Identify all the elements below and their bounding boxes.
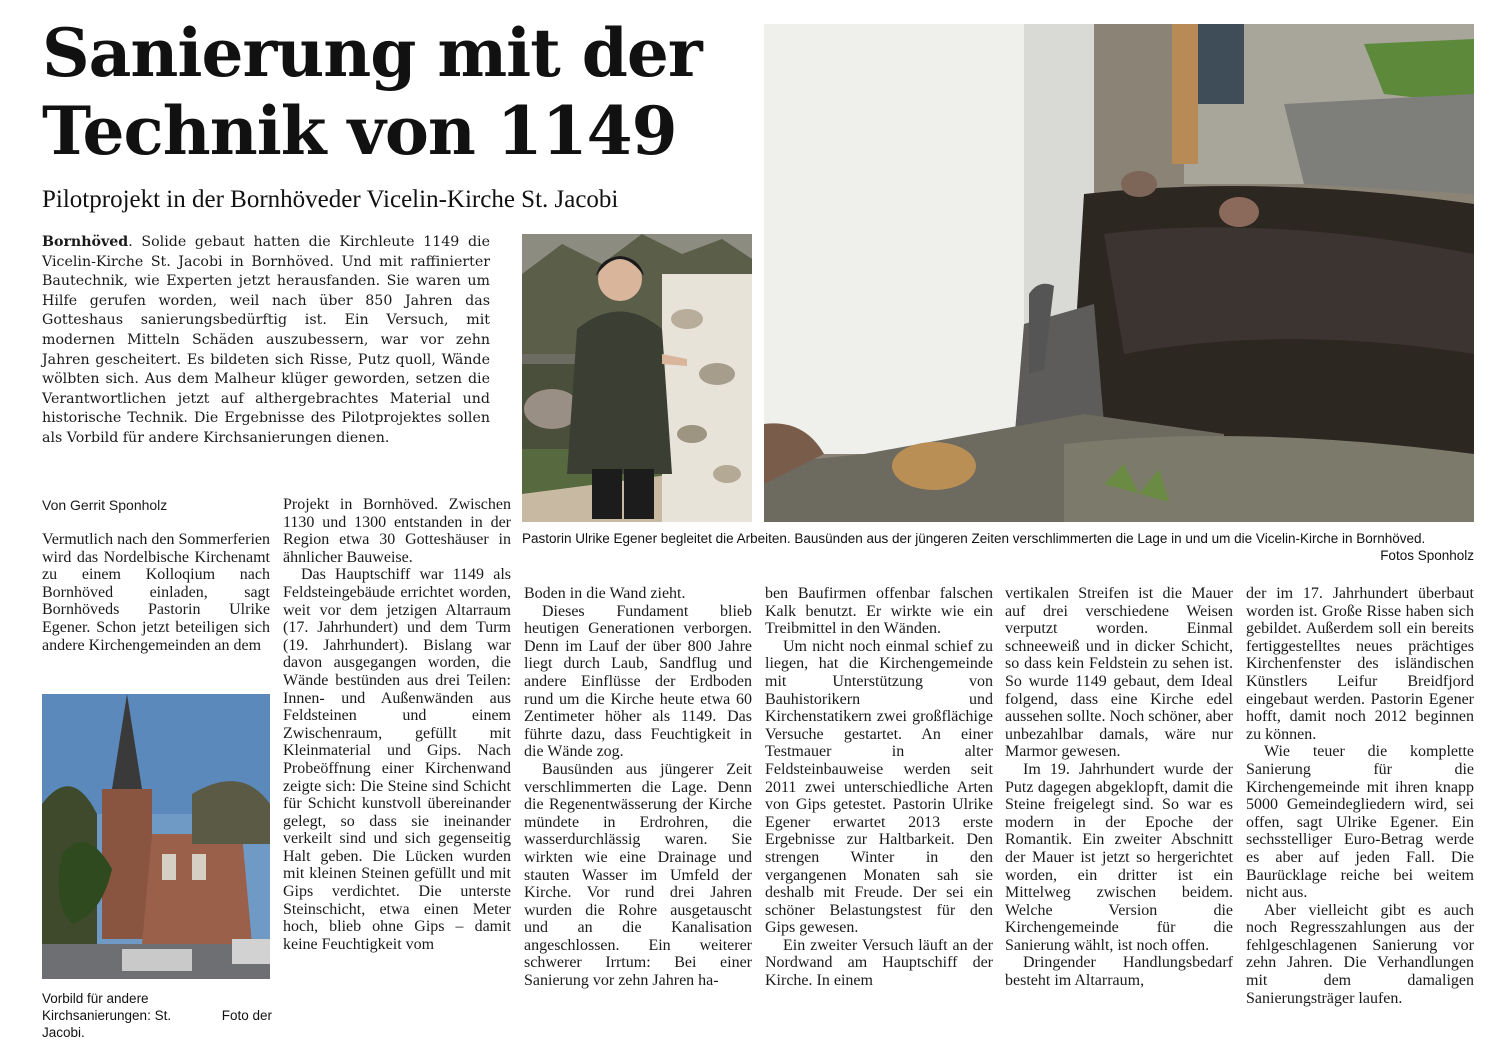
col1-paragraph: Vermutlich nach den Sommerferien wird das Nordelbische Kirchenamt zu einem Kolloqium nach Bornhöved einladen, sagt Bornhöveds Pastorin Ulrike Egener. Schon jetzt beteiligen sich andere Kirchengemeinden an dem	[42, 531, 270, 654]
col5-paragraph-2: Im 19. Jahrhundert wurde der Putz dagegen abgeklopft, damit die Steine freigelegt sind. So war es modern in der Epoche der Romantik. Ein zweiter Abschnitt der Mauer ist jetzt so hergerichtet worden, ein dritter ist ein Mittelweg zwischen beidem. Welche Version die Kirchengemeinde für die Sanierung wählt, ist noch offen.	[1005, 760, 1233, 954]
dateline: Bornhöved	[42, 234, 129, 250]
subheadline: Pilotprojekt in der Bornhöveder Vicelin-Kirche St. Jacobi	[42, 186, 619, 213]
main-caption: Pastorin Ulrike Egener begleitet die Arbeiten. Bausünden aus der jüngeren Zeiten verschlimmerten die Lage in und um die Vicelin-Kirche in Bornhöved.	[522, 531, 1426, 546]
lead-paragraph	[42, 233, 490, 449]
church-caption: Vorbild für andere Kirchsanierungen: St. Jacobi.	[42, 991, 172, 1040]
byline: Von Gerrit Sponholz	[42, 497, 168, 513]
col3-paragraph-3: Bausünden aus jüngerer Zeit verschlimmerten die Lage. Denn die Regenentwässerung der Kirche mündete in Erdrohren, die wasserdurchlässig waren. Sie wirkten wie eine Drainage und stauten Wasser im Umfeld der Kirche. Vor rund drei Jahren wurden die Rohre ausgetauscht und an die Kanalisation angeschlossen. Ein weiterer schwerer Irrtum: Bei einer Sanierung vor zehn Jahren ha-	[524, 760, 752, 990]
headline	[42, 14, 742, 170]
col6-paragraph-2: Wie teuer die komplette Sanierung für die Kirchengemeinde mit ihren knapp 5000 Gemeindegliedern wird, sei offen, sagt Ulrike Egener. Ein sechsstelliger Euro-Betrag werde es aber auf jeden Fall. Die Baurücklage reiche bei weitem nicht aus.	[1246, 743, 1474, 902]
photo-pastor	[522, 234, 752, 522]
col4-paragraph-2: Um nicht noch einmal schief zu liegen, hat die Kirchengemeinde mit Unterstützung von Bauhistorikern und Kirchenstatikern zwei großflächige Versuche gestartet. An einer Testmauer in alter Feldsteinbauweise werden seit 2011 zwei unterschiedliche Arten von Gips getestet. Pastorin Ulrike Egener erwartet 2013 erste Ergebnisse zur Haltbarkeit. Den strengen Winter in den vergangenen Monaten sah sie deshalb mit Freude. Der sei ein schöner Belastungstest für den Gips gewesen.	[765, 637, 993, 937]
lead-text: . Solide gebaut hatten die Kirchleute 1149 die Vicelin-Kirche St. Jacobi in Bornhöved. Und mit raffinierter Bautechnik, wie Experten jetzt herausfanden. Sie waren um Hilfe gerufen worden, weil nach über 850 Jahren das Gotteshaus sanierungsbedürftig ist. Ein Versuch, mit modernen Mitteln Schäden auszubessern, war vor zehn Jahren gescheitert. Es bildeten sich Risse, Putz quoll, Wände wölbten sich. Aus dem Malheur klüger geworden, setzen die Verantwortlichen jetzt auf althergebrachtes Material und historische Technik. Die Ergebnisse des Pilotprojektes sollen als Vorbild für andere Kirchsanierungen dienen.	[42, 234, 490, 446]
column-3	[524, 585, 752, 1032]
column-4	[765, 585, 993, 1032]
col4-paragraph-1: ben Baufirmen offenbar falschen Kalk benutzt. Er wirkte wie ein Treibmittel in den Wänden.	[765, 585, 993, 638]
main-photo-credit: Fotos Sponholz	[1380, 548, 1474, 563]
col2-paragraph-1: Projekt in Bornhöved. Zwischen 1130 und 1300 entstanden in der Region etwa 30 Gotteshäuser in ähnlicher Bauweise.	[283, 496, 511, 566]
col4-paragraph-3: Ein zweiter Versuch läuft an der Nordwand am Hauptschiff der Kirche. In einem	[765, 936, 993, 990]
photo-church	[42, 694, 270, 979]
col5-paragraph-1: vertikalen Streifen ist die Mauer auf drei verschiedene Weisen verputzt worden. Einmal schneeweiß und in dicker Schicht, so dass kein Feldstein zu sehen ist. So wurde 1149 gebaut, dem Ideal folgend, dass eine Kirche edel aussehen sollte. Noch schöner, aber unbezahlbar damals, wäre nur Marmor gewesen.	[1005, 585, 1233, 761]
col2-paragraph-2: Das Hauptschiff war 1149 als Feldsteingebäude errichtet worden, weit vor dem jetzigen Altarraum (17. Jahrhundert) und dem Turm (19. Jahrhundert). Bislang war davon ausgegangen worden, die Wände bestünden aus drei Teilen: Innen- und Außenwänden aus Feldsteinen und einem Zwischenraum, gefüllt mit Kleinmaterial und Gips. Nach Probeöffnung einer Kirchenwand zeigte sich: Die Steine sind Schicht für Schicht kunstvoll übereinander gelegt, so dass sie ineinander verkeilt sind und sich gegenseitig Halt geben. Die Lücken wurden mit kleinen Steinen gefüllt und mit Gips verdichtet. Die unterste Steinschicht, etwa einen Meter hoch, blieb ohne Gips – damit keine Feuchtigkeit vom	[283, 566, 511, 953]
col6-paragraph-1: der im 17. Jahrhundert überbaut worden ist. Große Risse haben sich gebildet. Außerdem soll ein bereits fertiggestelltes neues prächtiges Kirchenfenster des isländischen Künstlers Leifur Breidfjord eingebaut werden. Pastorin Egener hofft, damit noch 2012 beginnen zu können.	[1246, 585, 1474, 743]
col3-paragraph-2: Dieses Fundament blieb heutigen Generationen verborgen. Denn im Lauf der über 800 Jahre liegt durch Laub, Sandflug und andere Einflüsse der Erdboden rund um die Kirche heute etwa 60 Zentimeter höher als 1149. Das führte dazu, dass Feuchtigkeit in die Wände zog.	[524, 602, 752, 761]
column-1	[42, 531, 270, 681]
col6-paragraph-3: Aber vielleicht gibt es auch noch Regresszahlungen aus der fehlgeschlagenen Sanierung vor zehn Jahren. Die Verhandlungen mit dem damaligen Sanierungsträger laufen.	[1246, 901, 1474, 1007]
photo-excavation	[764, 24, 1474, 522]
column-5	[1005, 585, 1233, 1032]
col5-paragraph-3: Dringender Handlungsbedarf besteht im Altarraum,	[1005, 954, 1233, 990]
church-photo-credit: Foto der	[221, 1008, 272, 1023]
column-6	[1246, 585, 1474, 1032]
headline-line-1: Sanierung mit der	[42, 14, 702, 92]
col3-paragraph-1: Boden in die Wand zieht.	[524, 585, 686, 602]
headline-line-2: Technik von 1149	[42, 92, 677, 170]
column-2	[283, 496, 511, 1032]
